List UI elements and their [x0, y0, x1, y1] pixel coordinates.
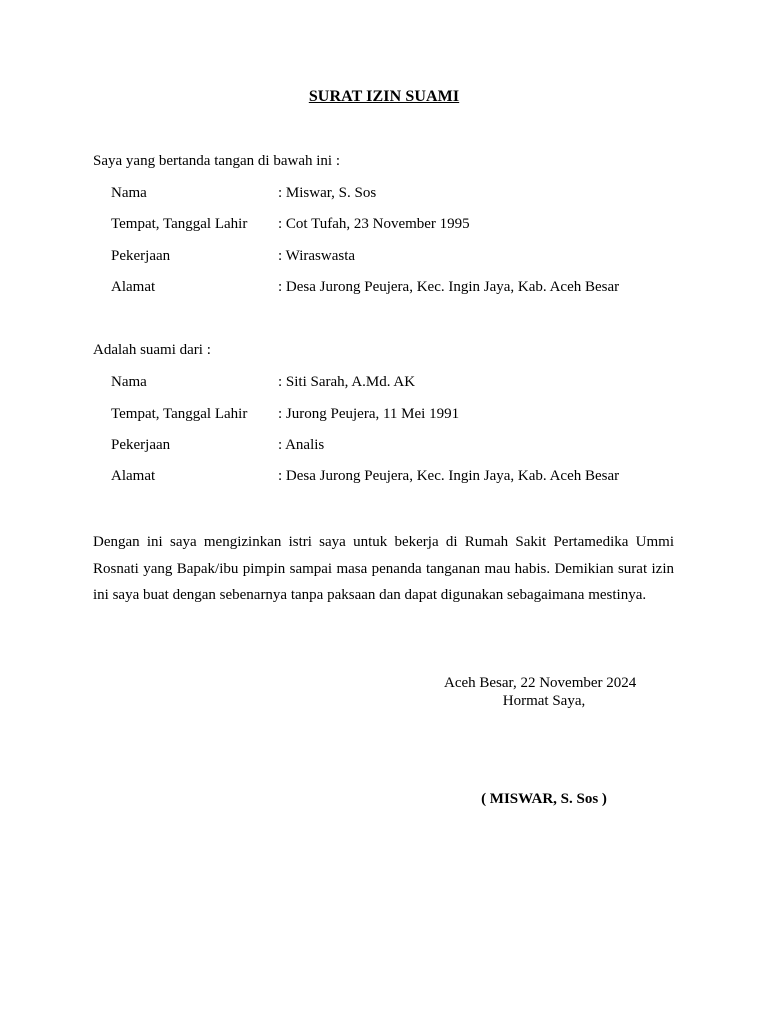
- field-label: Alamat: [111, 279, 156, 295]
- field-value: : Cot Tufah, 23 November 1995: [278, 216, 470, 232]
- field-label: Pekerjaan: [111, 248, 171, 264]
- place-date: Aceh Besar, 22 November 2024: [444, 675, 637, 691]
- field-label: Pekerjaan: [111, 437, 171, 453]
- field-value: : Siti Sarah, A.Md. AK: [278, 374, 416, 390]
- field-value: : Wiraswasta: [278, 248, 356, 264]
- field-label: Tempat, Tanggal Lahir: [111, 216, 248, 232]
- intro-text: Saya yang bertanda tangan di bawah ini :: [93, 153, 341, 169]
- field-label: Tempat, Tanggal Lahir: [111, 406, 248, 422]
- field-value: : Jurong Peujera, 11 Mei 1991: [278, 406, 460, 422]
- body-paragraph: Dengan ini saya mengizinkan istri saya untuk bekerja di Rumah Sakit Pertamedika Ummi Rosnati yang Bapak/ibu pimpin sampai masa penanda tanganan mau habis. Demikian surat izin ini saya buat dengan sebenarnya tanpa paksaan dan dapat digunakan sebagaimana mestinya.: [93, 534, 674, 603]
- field-value: : Analis: [278, 437, 325, 453]
- field-label: Nama: [111, 185, 147, 201]
- field-value: : Desa Jurong Peujera, Kec. Ingin Jaya, Kab. Aceh Besar: [278, 279, 620, 295]
- document-title: SURAT IZIN SUAMI: [308, 88, 460, 105]
- field-label: Alamat: [111, 468, 156, 484]
- field-value: : Miswar, S. Sos: [278, 185, 377, 201]
- field-value: : Desa Jurong Peujera, Kec. Ingin Jaya, Kab. Aceh Besar: [278, 468, 620, 484]
- spouse-intro-text: Adalah suami dari :: [93, 342, 211, 358]
- closing-greeting: Hormat Saya,: [502, 693, 586, 709]
- signature-name: ( MISWAR, S. Sos ): [481, 791, 607, 807]
- field-label: Nama: [111, 374, 147, 390]
